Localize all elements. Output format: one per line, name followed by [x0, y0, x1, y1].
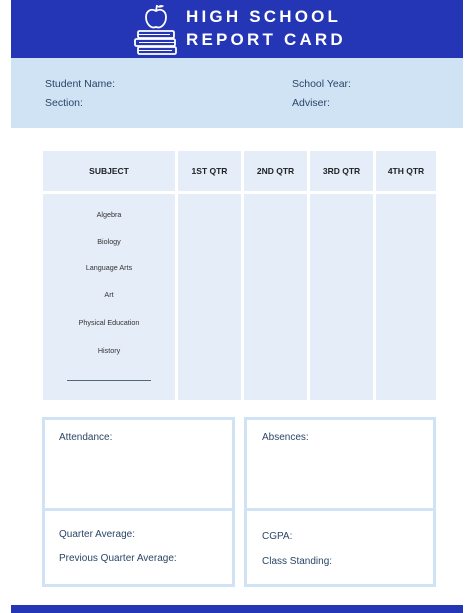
quarter-average-label: Quarter Average:	[59, 529, 135, 540]
school-year-label: School Year:	[292, 78, 351, 90]
student-info-band	[11, 58, 463, 128]
apple-on-books-icon	[134, 2, 178, 56]
column-header-q4: 4TH QTR	[387, 166, 425, 176]
q3-grades-cell[interactable]	[310, 194, 373, 400]
gpa-label: CGPA:	[262, 531, 293, 542]
subject-physical-education: Physical Education	[78, 318, 140, 327]
subject-history: History	[97, 346, 121, 355]
gpa-box[interactable]	[244, 508, 436, 587]
adviser-label: Adviser:	[292, 97, 330, 109]
blank-subject-line	[67, 380, 151, 381]
title-line-2: REPORT CARD	[186, 30, 346, 49]
title-line-1: HIGH SCHOOL	[186, 7, 342, 26]
column-header-q1: 1ST QTR	[191, 166, 228, 176]
section-label: Section:	[45, 97, 83, 109]
q4-grades-cell[interactable]	[376, 194, 436, 400]
subject-algebra: Algebra	[96, 210, 122, 219]
column-header-q3: 3RD QTR	[322, 166, 361, 176]
subject-language-arts: Language Arts	[85, 263, 133, 272]
absences-label: Absences:	[262, 432, 309, 443]
student-name-label: Student Name:	[45, 78, 116, 90]
q2-grades-cell[interactable]	[244, 194, 307, 400]
column-header-q2: 2ND QTR	[256, 166, 295, 176]
quarter-average-box[interactable]	[42, 508, 235, 587]
subject-art: Art	[104, 290, 114, 299]
class-standing-label: Class Standing:	[262, 556, 333, 567]
report-header	[11, 0, 463, 58]
previous-quarter-average-label: Previous Quarter Average:	[59, 553, 177, 564]
subject-biology: Biology	[97, 237, 121, 246]
footer-bar	[11, 605, 463, 613]
q1-grades-cell[interactable]	[178, 194, 241, 400]
column-header-subject: SUBJECT	[89, 166, 129, 176]
attendance-label: Attendance:	[59, 432, 113, 443]
